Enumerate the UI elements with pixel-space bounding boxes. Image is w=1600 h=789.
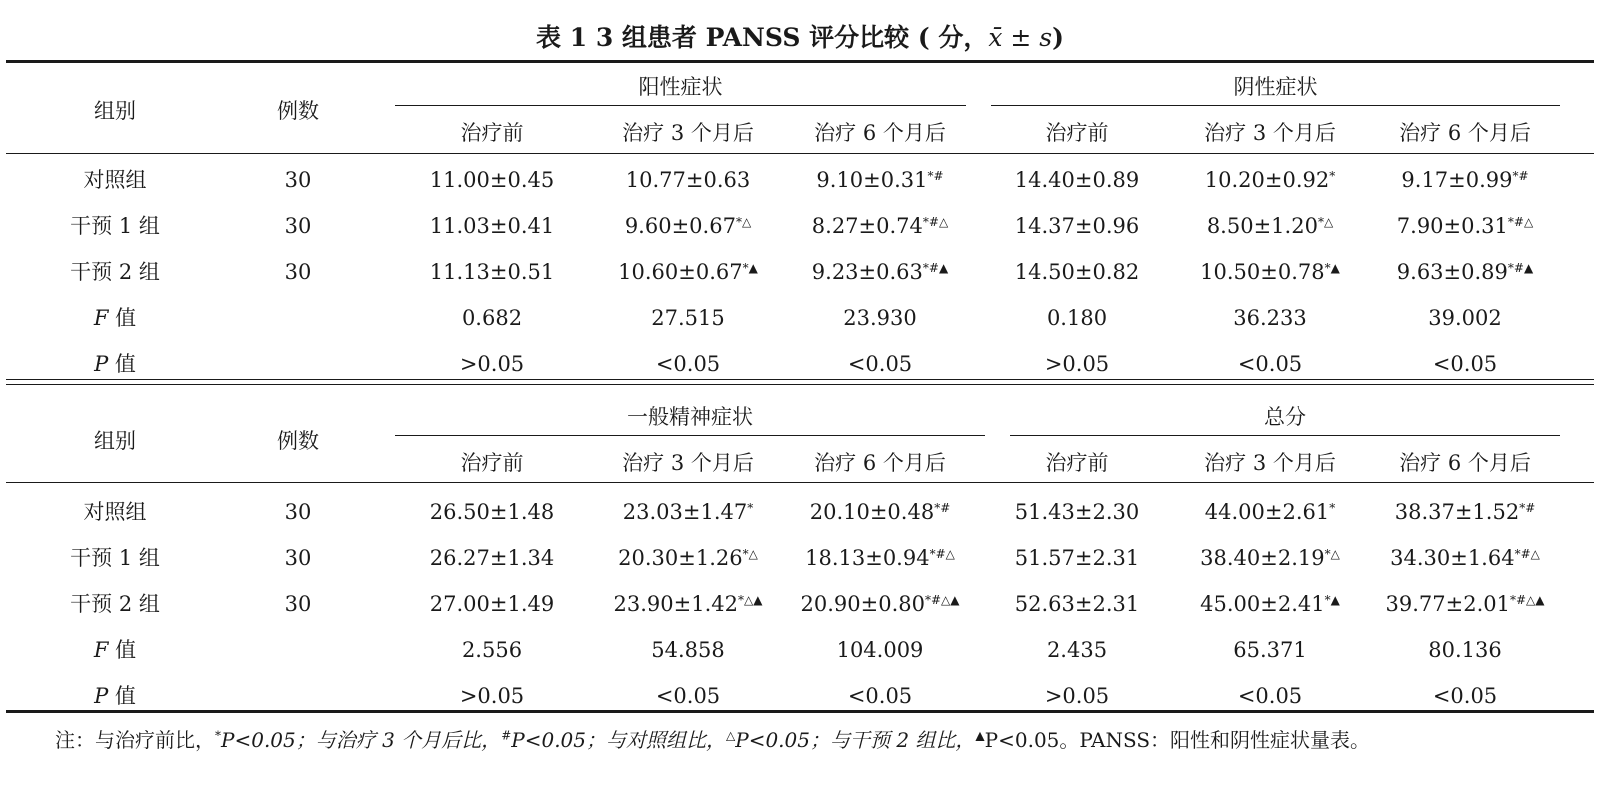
section-header: 总分	[1264, 405, 1306, 429]
row-group-label: 干预 2 组	[70, 260, 160, 284]
value-text: 14.50±0.82	[1014, 260, 1140, 284]
significance-marker: *△▲	[738, 593, 763, 607]
stat-word: 值	[114, 684, 136, 708]
value-cell	[593, 590, 783, 618]
group-header: 组别	[94, 99, 136, 123]
value-text: 8.50±1.20	[1206, 214, 1318, 238]
value-cell	[593, 166, 783, 194]
significance-marker: *#△▲	[1509, 593, 1545, 607]
note-part: 注：与治疗前比，	[55, 728, 215, 752]
value-text: 14.37±0.96	[1014, 214, 1140, 238]
value-text: 11.00±0.45	[429, 168, 555, 192]
value-cell	[785, 166, 975, 194]
value-text: 45.00±2.41	[1200, 592, 1325, 616]
stat-label	[25, 350, 205, 378]
time-col-header: 治疗 6 个月后	[814, 451, 946, 475]
title-suffix: )	[1052, 23, 1064, 52]
stat-value: <0.05	[847, 352, 913, 376]
significance-marker: *#	[927, 169, 944, 183]
value-cell	[1175, 544, 1365, 572]
table-rule	[6, 153, 1594, 154]
value-text: 7.90±0.31	[1396, 214, 1508, 238]
title-prefix: 表 1 3 组患者 PANSS 评分比较 ( 分，	[536, 23, 989, 52]
title-formula: x̄ ± s	[988, 23, 1053, 52]
value-text: 34.30±1.64	[1390, 546, 1515, 570]
stat-value: >0.05	[459, 352, 525, 376]
value-cell	[397, 166, 587, 194]
note-part: P<0.05；与治疗 3 个月后比，	[221, 728, 502, 752]
time-col-header: 治疗前	[1045, 451, 1109, 475]
value-text: 39.77±2.01	[1385, 592, 1510, 616]
row-group-label: 干预 1 组	[70, 214, 160, 238]
significance-marker: *▲	[1324, 261, 1340, 275]
stat-value: 80.136	[1428, 638, 1502, 662]
stat-value: 65.371	[1233, 638, 1307, 662]
table-rule	[6, 379, 1594, 380]
significance-marker: *#	[934, 501, 951, 515]
significance-marker: *#▲	[922, 261, 949, 275]
value-cell	[397, 258, 587, 286]
stat-word: 值	[114, 352, 136, 376]
value-cell	[593, 212, 783, 240]
note-part: P<0.05；与干预 2 组比，	[735, 728, 976, 752]
section-header: 阳性症状	[638, 75, 723, 99]
value-text: 51.57±2.31	[1014, 546, 1140, 570]
stat-symbol: F	[93, 306, 109, 330]
value-cell	[785, 498, 975, 526]
table-footnote	[55, 724, 1370, 753]
value-text: 9.60±0.67	[624, 214, 736, 238]
significance-marker: *#	[1512, 169, 1529, 183]
value-text: 26.27±1.34	[429, 546, 555, 570]
stat-value: 104.009	[836, 638, 924, 662]
stat-word: 值	[115, 306, 137, 330]
stat-symbol: F	[93, 638, 109, 662]
significance-marker: *	[1329, 501, 1336, 515]
value-text: 10.20±0.92	[1204, 168, 1330, 192]
value-cell	[982, 258, 1172, 286]
time-col-header: 治疗 6 个月后	[814, 121, 946, 145]
value-cell	[1175, 498, 1365, 526]
row-group-label: 干预 1 组	[70, 546, 160, 570]
value-cell	[785, 212, 975, 240]
stat-value: >0.05	[1044, 684, 1110, 708]
stat-symbol: P	[94, 352, 109, 376]
value-text: 9.63±0.89	[1396, 260, 1508, 284]
stat-word: 值	[115, 638, 137, 662]
significance-marker: *#△	[1514, 547, 1540, 561]
value-cell	[1175, 212, 1365, 240]
value-cell	[593, 258, 783, 286]
note-sup: △	[726, 728, 736, 743]
stat-value: 36.233	[1233, 306, 1307, 330]
significance-marker: *△	[1324, 547, 1340, 561]
value-text: 9.10±0.31	[816, 168, 928, 192]
value-text: 9.23±0.63	[811, 260, 923, 284]
value-cell	[593, 544, 783, 572]
value-cell	[785, 258, 975, 286]
value-cell	[1370, 258, 1560, 286]
value-cell	[1175, 258, 1365, 286]
significance-marker: *#△	[1507, 215, 1534, 229]
value-cell	[1370, 212, 1560, 240]
value-cell	[982, 166, 1172, 194]
table-rule	[6, 710, 1594, 713]
section-underline	[395, 105, 966, 106]
value-cell	[397, 498, 587, 526]
stat-label	[25, 682, 205, 710]
section-underline	[1010, 435, 1560, 436]
table-rule	[6, 60, 1594, 63]
value-text: 51.43±2.30	[1014, 500, 1140, 524]
value-text: 23.03±1.47	[622, 500, 748, 524]
time-col-header: 治疗 3 个月后	[622, 121, 754, 145]
note-sup: *	[215, 728, 221, 743]
stat-value: 0.180	[1046, 306, 1108, 330]
value-cell	[982, 498, 1172, 526]
value-text: 27.00±1.49	[429, 592, 555, 616]
table-rule	[6, 482, 1594, 483]
value-cell	[1370, 166, 1560, 194]
stat-value: <0.05	[1237, 684, 1303, 708]
stat-value: <0.05	[1432, 684, 1498, 708]
value-text: 9.17±0.99	[1401, 168, 1513, 192]
stat-value: <0.05	[847, 684, 913, 708]
value-text: 26.50±1.48	[429, 500, 555, 524]
stat-label	[25, 636, 205, 664]
row-group-label: 对照组	[83, 168, 147, 192]
time-col-header: 治疗 6 个月后	[1399, 121, 1531, 145]
section-underline	[395, 435, 985, 436]
row-n: 30	[284, 592, 312, 616]
significance-marker: *#△	[922, 215, 949, 229]
row-n: 30	[284, 260, 312, 284]
value-text: 10.60±0.67	[618, 260, 743, 284]
time-col-header: 治疗前	[1045, 121, 1109, 145]
significance-marker: *▲	[1324, 593, 1340, 607]
row-n: 30	[284, 168, 312, 192]
value-cell	[1370, 590, 1560, 618]
stat-value: 54.858	[651, 638, 725, 662]
value-text: 18.13±0.94	[805, 546, 930, 570]
value-text: 10.50±0.78	[1200, 260, 1325, 284]
row-n: 30	[284, 500, 312, 524]
value-text: 20.90±0.80	[800, 592, 925, 616]
row-n: 30	[284, 214, 312, 238]
stat-value: 0.682	[461, 306, 523, 330]
note-sup: ▲	[975, 728, 985, 743]
stat-value: 39.002	[1428, 306, 1502, 330]
value-cell	[1175, 590, 1365, 618]
stat-value: <0.05	[1237, 352, 1303, 376]
stat-value: <0.05	[655, 684, 721, 708]
value-text: 20.10±0.48	[809, 500, 935, 524]
significance-marker: *△	[735, 215, 752, 229]
value-cell	[785, 590, 975, 618]
value-text: 38.40±2.19	[1200, 546, 1325, 570]
note-sup: #	[501, 728, 512, 743]
value-cell	[397, 212, 587, 240]
stat-value: <0.05	[655, 352, 721, 376]
value-text: 20.30±1.26	[618, 546, 743, 570]
value-cell	[982, 212, 1172, 240]
value-text: 38.37±1.52	[1394, 500, 1520, 524]
row-group-label: 对照组	[83, 500, 147, 524]
significance-marker: *△	[742, 547, 758, 561]
value-text: 23.90±1.42	[613, 592, 738, 616]
significance-marker: *	[1329, 169, 1336, 183]
time-col-header: 治疗 6 个月后	[1399, 451, 1531, 475]
row-n: 30	[284, 546, 312, 570]
value-cell	[593, 498, 783, 526]
value-cell	[1370, 544, 1560, 572]
significance-marker: *#△▲	[924, 593, 960, 607]
section-header: 一般精神症状	[627, 405, 753, 429]
significance-marker: *▲	[742, 261, 758, 275]
value-cell	[982, 544, 1172, 572]
value-cell	[397, 590, 587, 618]
n-header: 例数	[277, 429, 319, 453]
group-header: 组别	[94, 429, 136, 453]
stat-value: 23.930	[843, 306, 917, 330]
stat-value: 2.435	[1046, 638, 1108, 662]
significance-marker: *△	[1317, 215, 1334, 229]
value-cell	[1175, 166, 1365, 194]
stat-symbol: P	[94, 684, 109, 708]
note-part: P<0.05。PANSS：阳性和阴性症状量表。	[984, 728, 1371, 752]
significance-marker: *#△	[929, 547, 955, 561]
value-cell	[982, 590, 1172, 618]
value-text: 52.63±2.31	[1014, 592, 1140, 616]
time-col-header: 治疗前	[460, 121, 524, 145]
stat-value: <0.05	[1432, 352, 1498, 376]
time-col-header: 治疗 3 个月后	[1204, 121, 1336, 145]
row-group-label: 干预 2 组	[70, 592, 160, 616]
stat-value: >0.05	[459, 684, 525, 708]
stat-value: 2.556	[461, 638, 523, 662]
note-part: P<0.05；与对照组比，	[511, 728, 726, 752]
value-cell	[1370, 498, 1560, 526]
n-header: 例数	[277, 99, 319, 123]
time-col-header: 治疗 3 个月后	[622, 451, 754, 475]
value-text: 11.03±0.41	[429, 214, 555, 238]
significance-marker: *#▲	[1507, 261, 1534, 275]
section-header: 阴性症状	[1233, 75, 1318, 99]
table-title	[0, 18, 1600, 54]
time-col-header: 治疗前	[460, 451, 524, 475]
value-text: 14.40±0.89	[1014, 168, 1140, 192]
stat-value: >0.05	[1044, 352, 1110, 376]
stat-value: 27.515	[651, 306, 725, 330]
section-underline	[991, 105, 1560, 106]
table-rule	[6, 384, 1594, 385]
significance-marker: *	[747, 501, 754, 515]
value-cell	[397, 544, 587, 572]
significance-marker: *#	[1519, 501, 1536, 515]
value-text: 44.00±2.61	[1204, 500, 1330, 524]
value-text: 8.27±0.74	[811, 214, 923, 238]
stat-label	[25, 304, 205, 332]
value-text: 11.13±0.51	[429, 260, 555, 284]
value-cell	[785, 544, 975, 572]
value-text: 10.77±0.63	[625, 168, 751, 192]
time-col-header: 治疗 3 个月后	[1204, 451, 1336, 475]
